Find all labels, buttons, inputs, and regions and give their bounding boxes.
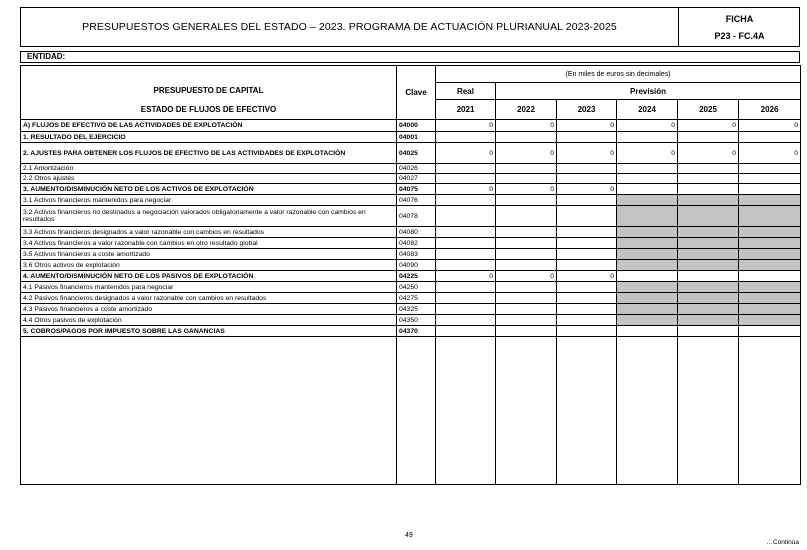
value-cell[interactable] bbox=[617, 282, 678, 293]
value-cell[interactable] bbox=[436, 174, 496, 184]
value-cell[interactable] bbox=[678, 195, 739, 206]
table-row bbox=[21, 195, 801, 206]
value-cell[interactable] bbox=[557, 195, 617, 206]
row-label: 2.2 Otros ajustes bbox=[21, 174, 397, 184]
value-cell[interactable] bbox=[557, 174, 617, 184]
row-clave: 04075 bbox=[397, 184, 436, 195]
value-cell[interactable] bbox=[678, 271, 739, 282]
table-row bbox=[21, 132, 801, 143]
blank-cell bbox=[21, 337, 397, 485]
value-cell[interactable] bbox=[617, 206, 678, 227]
row-label: 3.6 Otros activos de explotación bbox=[21, 260, 397, 271]
value-cell[interactable] bbox=[557, 304, 617, 315]
value-cell[interactable] bbox=[496, 132, 557, 143]
value-cell[interactable] bbox=[678, 282, 739, 293]
row-label: 3.1 Activos financieros mantenidos para negociar bbox=[21, 195, 397, 206]
value-cell[interactable] bbox=[739, 132, 801, 143]
table-row bbox=[21, 315, 801, 326]
blank-cell bbox=[496, 337, 557, 485]
value-cell[interactable] bbox=[739, 326, 801, 337]
blank-cell bbox=[436, 337, 496, 485]
value-cell[interactable] bbox=[496, 293, 557, 304]
value-cell[interactable] bbox=[557, 282, 617, 293]
value-cell[interactable] bbox=[617, 249, 678, 260]
value-cell[interactable] bbox=[617, 184, 678, 195]
value-cell[interactable] bbox=[436, 164, 496, 174]
value-cell[interactable] bbox=[678, 249, 739, 260]
row-label: 4.4 Otros pasivos de explotación bbox=[21, 315, 397, 326]
value-cell[interactable] bbox=[496, 195, 557, 206]
year-2024: 2024 bbox=[617, 100, 678, 120]
value-cell[interactable]: 0 bbox=[436, 271, 496, 282]
row-label: 3. AUMENTO/DISMINUCIÓN NETO DE LOS ACTIVOS DE EXPLOTACIÓN bbox=[21, 184, 397, 195]
row-clave: 04082 bbox=[397, 238, 436, 249]
value-cell[interactable] bbox=[678, 326, 739, 337]
table-row bbox=[21, 249, 801, 260]
value-cell[interactable] bbox=[739, 249, 801, 260]
value-cell[interactable]: 0 bbox=[496, 143, 557, 164]
row-clave: 04078 bbox=[397, 206, 436, 227]
table-row bbox=[21, 184, 801, 195]
value-cell[interactable] bbox=[436, 326, 496, 337]
value-cell[interactable] bbox=[436, 282, 496, 293]
value-cell[interactable] bbox=[617, 174, 678, 184]
row-clave: 04275 bbox=[397, 293, 436, 304]
prevision-header: Previsión bbox=[496, 83, 801, 100]
row-label: 4.2 Pasivos financieros designados a valor razonable con cambios en resultados bbox=[21, 293, 397, 304]
ficha-box bbox=[678, 8, 800, 46]
table-row bbox=[21, 282, 801, 293]
ficha-label: FICHA bbox=[725, 14, 754, 24]
value-cell[interactable]: 0 bbox=[557, 120, 617, 132]
value-cell[interactable] bbox=[496, 164, 557, 174]
entity-row: ENTIDAD: bbox=[20, 51, 800, 63]
heading-cell bbox=[21, 66, 397, 120]
value-cell[interactable] bbox=[496, 315, 557, 326]
row-clave: 04083 bbox=[397, 249, 436, 260]
year-2021: 2021 bbox=[436, 100, 496, 120]
row-clave: 04090 bbox=[397, 260, 436, 271]
value-cell[interactable] bbox=[436, 293, 496, 304]
value-cell[interactable] bbox=[678, 260, 739, 271]
year-2023: 2023 bbox=[557, 100, 617, 120]
value-cell[interactable] bbox=[617, 227, 678, 238]
blank-cell bbox=[739, 337, 801, 485]
units-note: (En miles de euros sin decimales) bbox=[436, 66, 801, 83]
row-label: A) FLUJOS DE EFECTIVO DE LAS ACTIVIDADES DE EXPLOTACIÓN bbox=[21, 120, 397, 132]
value-cell[interactable] bbox=[617, 238, 678, 249]
value-cell[interactable]: 0 bbox=[496, 271, 557, 282]
value-cell[interactable] bbox=[617, 260, 678, 271]
value-cell[interactable] bbox=[436, 249, 496, 260]
ficha-code: P23 - FC.4A bbox=[714, 31, 765, 41]
row-label: 4. AUMENTO/DISMINUCIÓN NETO DE LOS PASIVOS DE EXPLOTACIÓN bbox=[21, 271, 397, 282]
value-cell[interactable] bbox=[557, 206, 617, 227]
value-cell[interactable] bbox=[739, 195, 801, 206]
value-cell[interactable] bbox=[496, 249, 557, 260]
value-cell[interactable]: 0 bbox=[557, 143, 617, 164]
value-cell[interactable] bbox=[739, 227, 801, 238]
value-cell[interactable] bbox=[617, 164, 678, 174]
value-cell[interactable]: 0 bbox=[739, 143, 801, 164]
value-cell[interactable]: 0 bbox=[678, 143, 739, 164]
real-header: Real bbox=[436, 83, 496, 100]
value-cell[interactable] bbox=[617, 304, 678, 315]
value-cell[interactable]: 0 bbox=[496, 184, 557, 195]
value-cell[interactable] bbox=[678, 238, 739, 249]
value-cell[interactable]: 0 bbox=[557, 271, 617, 282]
value-cell[interactable] bbox=[678, 206, 739, 227]
table-row bbox=[21, 260, 801, 271]
blank-cell bbox=[617, 337, 678, 485]
row-clave: 04001 bbox=[397, 132, 436, 143]
value-cell[interactable]: 0 bbox=[617, 143, 678, 164]
row-clave: 04000 bbox=[397, 120, 436, 132]
row-clave: 04225 bbox=[397, 271, 436, 282]
row-label: 2.1 Amortización bbox=[21, 164, 397, 174]
row-clave: 04325 bbox=[397, 304, 436, 315]
table-row bbox=[21, 120, 801, 132]
value-cell[interactable]: 0 bbox=[678, 120, 739, 132]
value-cell[interactable] bbox=[496, 227, 557, 238]
value-cell[interactable] bbox=[557, 326, 617, 337]
value-cell[interactable] bbox=[678, 174, 739, 184]
value-cell[interactable] bbox=[739, 260, 801, 271]
value-cell[interactable] bbox=[678, 293, 739, 304]
page-number: 49 bbox=[405, 532, 413, 539]
value-cell[interactable]: 0 bbox=[739, 120, 801, 132]
value-cell[interactable] bbox=[617, 293, 678, 304]
value-cell[interactable] bbox=[678, 132, 739, 143]
value-cell[interactable] bbox=[557, 260, 617, 271]
value-cell[interactable] bbox=[557, 164, 617, 174]
value-cell[interactable] bbox=[436, 260, 496, 271]
value-cell[interactable] bbox=[496, 206, 557, 227]
heading-capital: PRESUPUESTO DE CAPITAL bbox=[153, 85, 264, 95]
value-cell[interactable] bbox=[557, 249, 617, 260]
row-label: 3.2 Activos financieros no destinados a negociación valorados obligatoriamente a valor razonable con cambios en resultados bbox=[21, 206, 397, 227]
row-label: 2. AJUSTES PARA OBTENER LOS FLUJOS DE EFECTIVO DE LAS ACTIVIDADES DE EXPLOTACIÓN bbox=[21, 143, 397, 164]
value-cell[interactable] bbox=[557, 293, 617, 304]
row-clave: 04025 bbox=[397, 143, 436, 164]
value-cell[interactable] bbox=[496, 304, 557, 315]
blank-cell bbox=[557, 337, 617, 485]
cash-flow-table bbox=[20, 65, 801, 485]
value-cell[interactable] bbox=[739, 184, 801, 195]
row-label: 4.1 Pasivos financieros mantenidos para negociar bbox=[21, 282, 397, 293]
table-row bbox=[21, 227, 801, 238]
value-cell[interactable] bbox=[496, 238, 557, 249]
row-label: 3.5 Activos financieros a coste amortizado bbox=[21, 249, 397, 260]
value-cell[interactable]: 0 bbox=[436, 184, 496, 195]
blank-cell bbox=[397, 337, 436, 485]
row-clave: 04080 bbox=[397, 227, 436, 238]
row-label: 3.3 Activos financieros designados a valor razonable con cambios en resultados bbox=[21, 227, 397, 238]
table-row bbox=[21, 143, 801, 164]
value-cell[interactable]: 0 bbox=[496, 120, 557, 132]
value-cell[interactable] bbox=[739, 206, 801, 227]
value-cell[interactable] bbox=[617, 195, 678, 206]
value-cell[interactable] bbox=[739, 238, 801, 249]
value-cell[interactable] bbox=[436, 238, 496, 249]
value-cell[interactable] bbox=[557, 227, 617, 238]
value-cell[interactable] bbox=[678, 315, 739, 326]
row-clave: 04027 bbox=[397, 174, 436, 184]
value-cell[interactable] bbox=[678, 304, 739, 315]
value-cell[interactable] bbox=[436, 195, 496, 206]
value-cell[interactable] bbox=[739, 293, 801, 304]
value-cell[interactable] bbox=[739, 282, 801, 293]
value-cell[interactable] bbox=[557, 238, 617, 249]
table-row bbox=[21, 304, 801, 315]
form-title: PRESUPUESTOS GENERALES DEL ESTADO – 2023. PROGRAMA DE ACTUACIÓN PLURIANUAL 2023-2025 bbox=[82, 21, 617, 33]
value-cell[interactable] bbox=[678, 184, 739, 195]
value-cell[interactable] bbox=[739, 164, 801, 174]
table-row bbox=[21, 206, 801, 227]
value-cell[interactable] bbox=[496, 260, 557, 271]
year-2025: 2025 bbox=[678, 100, 739, 120]
value-cell[interactable] bbox=[617, 315, 678, 326]
row-label: 5. COBROS/PAGOS POR IMPUESTO SOBRE LAS GANANCIAS bbox=[21, 326, 397, 337]
value-cell[interactable] bbox=[739, 271, 801, 282]
year-2026: 2026 bbox=[739, 100, 801, 120]
table-row bbox=[21, 238, 801, 249]
value-cell[interactable] bbox=[678, 164, 739, 174]
value-cell[interactable] bbox=[678, 227, 739, 238]
row-clave: 04026 bbox=[397, 164, 436, 174]
table-row bbox=[21, 293, 801, 304]
value-cell[interactable] bbox=[496, 326, 557, 337]
value-cell[interactable] bbox=[617, 132, 678, 143]
value-cell[interactable] bbox=[436, 304, 496, 315]
row-label: 3.4 Activos financieros a valor razonable con cambios en otro resultado global bbox=[21, 238, 397, 249]
heading-flujos: ESTADO DE FLUJOS DE EFECTIVO bbox=[140, 104, 277, 114]
row-label: 1. RESULTADO DEL EJERCICIO bbox=[21, 132, 397, 143]
table-row bbox=[21, 326, 801, 337]
row-label: 4.3 Pasivos financieros a coste amortizado bbox=[21, 304, 397, 315]
form-header bbox=[20, 7, 800, 47]
value-cell[interactable] bbox=[557, 132, 617, 143]
continua-note: …Continúa bbox=[766, 539, 799, 546]
value-cell[interactable] bbox=[496, 282, 557, 293]
table-row bbox=[21, 271, 801, 282]
value-cell[interactable]: 0 bbox=[436, 143, 496, 164]
blank-cell bbox=[678, 337, 739, 485]
value-cell[interactable] bbox=[739, 304, 801, 315]
table-row bbox=[21, 174, 801, 184]
year-2022: 2022 bbox=[496, 100, 557, 120]
value-cell[interactable] bbox=[617, 326, 678, 337]
row-clave: 04076 bbox=[397, 195, 436, 206]
row-clave: 04250 bbox=[397, 282, 436, 293]
value-cell[interactable] bbox=[496, 174, 557, 184]
value-cell[interactable]: 0 bbox=[617, 120, 678, 132]
value-cell[interactable]: 0 bbox=[436, 120, 496, 132]
value-cell[interactable] bbox=[557, 315, 617, 326]
value-cell[interactable] bbox=[436, 132, 496, 143]
value-cell[interactable] bbox=[739, 174, 801, 184]
blank-area-row bbox=[21, 337, 801, 485]
value-cell[interactable] bbox=[739, 315, 801, 326]
table-row bbox=[21, 164, 801, 174]
value-cell[interactable] bbox=[436, 206, 496, 227]
row-clave: 04370 bbox=[397, 326, 436, 337]
value-cell[interactable] bbox=[617, 271, 678, 282]
row-clave: 04350 bbox=[397, 315, 436, 326]
value-cell[interactable] bbox=[436, 227, 496, 238]
clave-header: Clave bbox=[397, 66, 436, 120]
value-cell[interactable]: 0 bbox=[557, 184, 617, 195]
value-cell[interactable] bbox=[436, 315, 496, 326]
